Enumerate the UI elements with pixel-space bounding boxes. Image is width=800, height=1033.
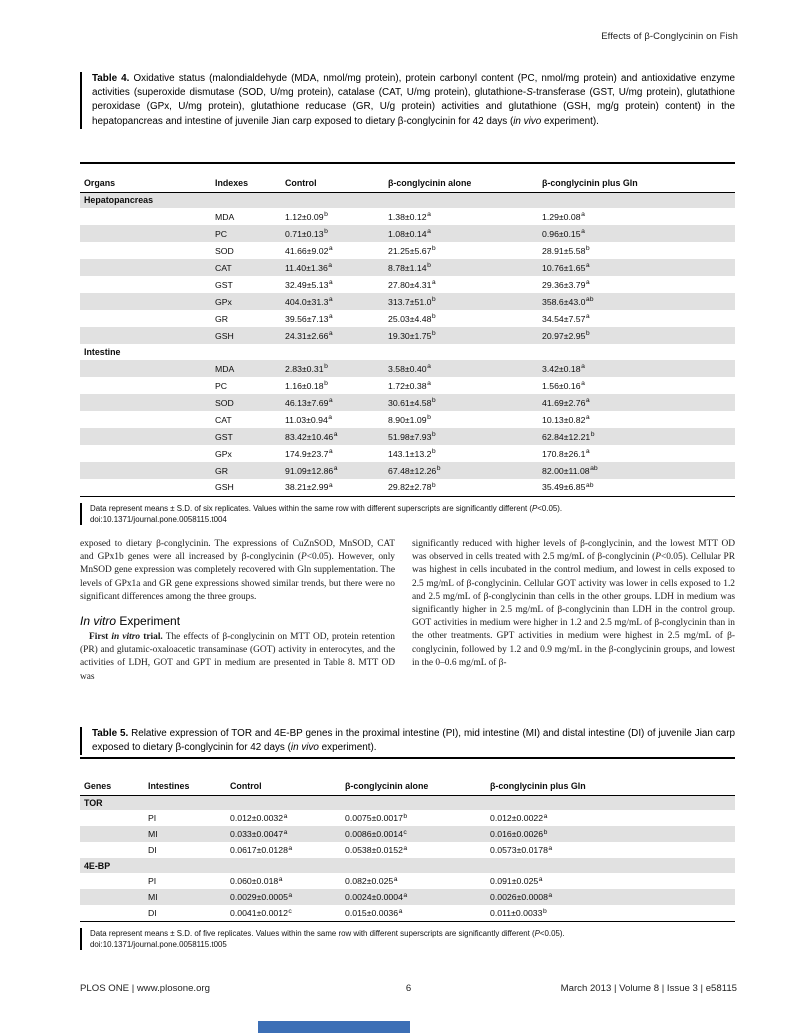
table-row [80,225,735,242]
significance-superscript: b [543,828,548,836]
significance-superscript: a [328,448,333,456]
significance-superscript: a [278,875,283,883]
row-label: CAT [215,262,232,273]
row-label: PC [215,228,228,239]
table-cell-value: 174.9±23.7$^a$ [285,448,333,459]
row-label: CAT [215,414,232,425]
section-label: Hepatopancreas [84,195,154,206]
significance-superscript: a [585,279,590,287]
table-cell-value: 38.21±2.99$^a$ [285,482,333,493]
significance-superscript: c [288,907,292,915]
table-row [80,310,735,327]
table-cell-value: 41.66±9.02$^a$ [285,245,333,256]
table-cell-value: 28.91±5.58$^b$ [542,245,590,256]
table-cell-value: 0.060±0.018$^a$ [230,875,283,886]
table-cell-value: 10.76±1.65$^a$ [542,262,590,273]
table-cell-empty [80,310,211,327]
table-cell-value: 358.6±43.0$^{ab}$ [542,296,594,307]
significance-superscript: b [324,211,328,219]
significance-superscript: b [431,448,436,456]
body-text [80,538,735,684]
significance-superscript: a [581,228,585,236]
significance-superscript: a [585,397,590,405]
row-label: SOD [215,397,234,408]
significance-superscript: b [542,907,547,915]
significance-superscript: a [283,828,288,836]
table-section-row [80,858,735,873]
body-column-right [412,538,735,684]
table-cell-value: 11.03±0.94$^a$ [285,414,333,425]
table4-doi: doi:10.1371/journal.pone.0058115.t004 [90,515,227,525]
significance-superscript: b [324,228,328,236]
table-cell-empty [80,259,211,276]
table-row [80,360,735,377]
table-cell-value: 27.80±4.31$^a$ [388,279,436,290]
table-cell-value: 29.36±3.79$^a$ [542,279,590,290]
table-cell-value: 0.0075±0.0017$^b$ [345,812,408,823]
significance-superscript: a [538,875,543,883]
table-cell-value: 24.31±2.66$^a$ [285,330,333,341]
table-cell-value: 0.0538±0.0152$^a$ [345,844,408,855]
table-cell-value: 2.83±0.31$^b$ [285,363,328,374]
table-cell-value: 0.0041±0.0012$^c$ [230,907,292,918]
row-label: MI [148,829,158,839]
table-cell-value: 313.7±51.0$^b$ [388,296,436,307]
significance-superscript: a [403,844,408,852]
table-cell-value: 30.61±4.58$^b$ [388,397,436,408]
significance-superscript: a [581,211,585,219]
table-cell-empty [80,225,211,242]
significance-superscript: b [431,431,436,439]
table-row [80,259,735,276]
table4-grid [80,170,735,497]
row-label: SOD [215,245,234,256]
significance-superscript: a [585,414,590,422]
row-label: GSH [215,330,234,341]
table-cell-value: 0.0086±0.0014$^c$ [345,828,407,839]
table-row [80,479,735,496]
table-row [80,810,735,826]
table-cell-value: 19.30±1.75$^b$ [388,330,436,341]
table-cell-value: 0.033±0.0047$^a$ [230,828,288,839]
table-cell-empty [80,360,211,377]
table5-doi: doi:10.1371/journal.pone.0058115.t005 [90,940,227,950]
table-cell-empty [80,842,144,858]
significance-superscript: a [427,211,431,219]
table-header-row [80,773,735,795]
table5 [80,757,735,922]
significance-superscript: a [581,380,585,388]
significance-superscript: a [328,330,333,338]
significance-superscript: a [548,844,553,852]
table-cell-value: 143.1±13.2$^b$ [388,448,436,459]
section-label: Intestine [84,347,121,357]
significance-superscript: a [288,844,293,852]
row-label: DI [148,907,157,918]
table-row [80,208,735,225]
significance-superscript: c [403,828,407,836]
table-cell-value: 41.69±2.76$^a$ [542,397,590,408]
table-cell-empty [80,377,211,394]
significance-superscript: a [398,907,403,915]
significance-superscript: b [324,380,328,388]
table-row [80,411,735,428]
row-label: GPx [215,296,232,307]
table-cell-value: 29.82±2.78$^b$ [388,482,436,493]
table-cell-value: 62.84±12.21$^b$ [542,431,595,442]
table-cell-empty [80,293,211,310]
table-cell-value: 21.25±5.67$^b$ [388,245,436,256]
row-label: GR [215,313,229,324]
table-cell-value: 1.56±0.16$^a$ [542,380,585,391]
table4-footnote [80,503,735,525]
table-cell-value: 0.012±0.0032$^a$ [230,812,288,823]
table5-footnote [80,928,735,950]
table-row [80,394,735,411]
significance-superscript: a [328,482,333,490]
table-row [80,873,735,889]
row-label: MI [148,892,158,902]
table-cell-empty [80,462,211,479]
table-row [80,462,735,479]
row-label: MDA [215,211,235,222]
table-row [80,905,735,921]
paragraph: exposed to dietary β-conglycinin. The expressions of CuZnSOD, MnSOD, CAT and GPx1b genes were all increased by β-conglycinin (P<0.05). However, only MnSOD gene expression was completely recovered with Gln supplementation. The levels of GPx1a and GR gene expressions showed similar trends, but there were no significant differences among the three groups. [80,539,395,602]
table-cell-value: 404.0±31.3$^a$ [285,296,333,307]
table-row [80,428,735,445]
significance-superscript: b [431,397,436,405]
significance-superscript: a [328,397,333,405]
significance-superscript: ab [585,296,594,304]
table-cell-value: 1.72±0.38$^a$ [388,380,431,391]
significance-superscript: b [431,482,436,490]
row-label: PI [148,876,157,886]
table-cell-value: 1.12±0.09$^b$ [285,211,328,222]
significance-superscript: a [328,313,333,321]
significance-superscript: b [431,296,436,304]
significance-superscript: b [585,245,590,253]
footer-page-number: 6 [405,983,412,994]
table-cell-empty [80,889,144,905]
significance-superscript: a [427,380,431,388]
paragraph: significantly reduced with higher levels of β-conglycinin, and the lowest MTT OD was observed in cells treated with 2.5 mg/mL of β-conglycinin (P<0.05). Cellular PR was highest in cells incubated in the control medium, and lowest in cells exposed to 2.5 mg/mL of β-conglycinin. Cellular GOT activity was lower in cells exposed to 1.2 and 2.5 mg/mL of β-conglycinin than cells in the other groups. LDH in medium was significantly higher in 2.5 mg/mL of β-conglycinin than LDH in the control group. GOT activities in medium were higher in 1.2 and 2.5 mg/mL of β-conglycinin than in the other treatments. GPT activities in medium were highest in 2.5 mg/mL of β-conglycinin, followed by 1.2 and 0.9 mg/mL in the β-conglycinin groups, and lowest in the 0–0.6 mg/mL of β- [412,539,735,668]
table-cell-value: 82.00±11.08$^{ab}$ [542,465,598,476]
table-cell-empty [80,445,211,462]
significance-superscript: a [585,448,590,456]
table-row [80,842,735,858]
table-cell-empty [80,810,144,826]
table-cell-value: 67.48±12.26$^b$ [388,465,441,476]
table-cell-empty [80,394,211,411]
significance-superscript: b [403,812,408,820]
section-label: TOR [84,797,103,808]
significance-superscript: a [581,363,585,371]
row-label: MDA [215,363,235,374]
row-label: GPx [215,448,232,459]
significance-superscript: b [431,330,436,338]
column-header: β-conglycinin plus Gln [538,170,735,192]
section-heading: In vitro Experiment [80,614,181,629]
table4-caption: Table 4. Oxidative status (malondialdehyde (MDA, nmol/mg protein), protein carbonyl content (PC, nmol/mg protein) and antioxidative enzyme activities (superoxide dismutase (SOD, U/mg protein), catalase (CAT, U/mg protein), glutathione-S-transferase (GST, U/mg protein), glutathione peroxidase (GPx, U/mg protein), glutathione reducase (GR, U/g protein) activities and glutathione (GSH, mg/g protein) content) in the hepatopancreas and intestine of juvenile Jian carp exposed to dietary β-conglycinin for 42 days (in vivo experiment). [80,72,735,129]
table-cell-empty [80,826,144,842]
footer-issue-info: March 2013 | Volume 8 | Issue 3 | e58115 [560,983,737,994]
table-cell-value: 0.011±0.0033$^b$ [490,907,547,918]
table-header-row [80,170,735,192]
paragraph: First in vitro trial. The effects of β-conglycinin on MTT OD, protein retention (PR) and glutamic-oxaloacetic transaminase (GOT) activity in enterocytes, and the activities of LDH, GOT and GPT in medium are presented in Table 8. MTT OD was [80,632,395,682]
significance-superscript: a [543,812,548,820]
table-cell-value: 39.56±7.13$^a$ [285,313,333,324]
table-cell-value: 0.016±0.0026$^b$ [490,828,548,839]
significance-superscript: a [548,891,553,899]
footer-journal: PLOS ONE | www.plosone.org [80,983,210,994]
table-cell-empty [80,873,144,889]
table-cell-value: 51.98±7.93$^b$ [388,431,436,442]
significance-superscript: a [328,414,333,422]
column-header: Indexes [211,170,281,192]
table-cell-value: 0.0573±0.0178$^a$ [490,844,553,855]
table5-grid [80,773,735,922]
table-cell-empty [80,208,211,225]
table4-footnote-text: Data represent means ± S.D. of six replicates. Values within the same row with different superscripts are significantly different (P<0.05). [90,504,563,513]
table-cell-value: 1.29±0.08$^a$ [542,211,585,222]
table-row [80,826,735,842]
table-cell-empty [80,479,211,496]
significance-superscript: a [585,262,590,270]
column-header: β-conglycinin alone [341,773,486,795]
significance-superscript: a [283,812,288,820]
column-header: Intestines [144,773,226,795]
table-cell-value: 32.49±5.13$^a$ [285,279,333,290]
column-header: β-conglycinin plus Gln [486,773,735,795]
table-cell-value: 1.08±0.14$^a$ [388,228,431,239]
table-cell-value: 91.09±12.86$^a$ [285,465,338,476]
row-label: PC [215,380,228,391]
column-header: Genes [80,773,144,795]
table-cell-value: 0.0029±0.0005$^a$ [230,891,293,902]
table-cell-value: 8.78±1.14$^b$ [388,262,431,273]
significance-superscript: ab [590,465,598,473]
table-cell-value: 20.97±2.95$^b$ [542,330,590,341]
significance-superscript: a [328,245,333,253]
row-label: GST [215,279,233,290]
table-row [80,327,735,344]
significance-superscript: b [427,414,431,422]
table-row [80,377,735,394]
table-section-row [80,192,735,208]
table-row [80,242,735,259]
column-header: Control [226,773,341,795]
column-header: Control [281,170,384,192]
significance-superscript: a [328,262,333,270]
table-cell-empty [80,242,211,259]
table-cell-value: 0.012±0.0022$^a$ [490,812,548,823]
table-cell-value: 0.0026±0.0008$^a$ [490,891,553,902]
table-cell-value: 0.091±0.025$^a$ [490,875,543,886]
significance-superscript: b [431,245,436,253]
table-cell-value: 10.13±0.82$^a$ [542,414,590,425]
table-cell-value: 0.015±0.0036$^a$ [345,907,403,918]
table-cell-value: 0.71±0.13$^b$ [285,228,328,239]
table-cell-value: 1.38±0.12$^a$ [388,211,431,222]
column-header: β-conglycinin alone [384,170,538,192]
table5-footnote-text: Data represent means ± S.D. of five replicates. Values within the same row with different superscripts are significantly different (P<0.05). [90,929,565,938]
row-label: DI [148,845,157,855]
table-cell-value: 11.40±1.36$^a$ [285,262,333,273]
significance-superscript: a [333,465,338,473]
table4 [80,162,735,497]
section-label: 4E-BP [84,860,111,871]
significance-superscript: b [590,431,595,439]
row-label: GSH [215,482,234,493]
significance-superscript: b [431,313,436,321]
significance-superscript: a [431,279,436,287]
table-cell-value: 0.0617±0.0128$^a$ [230,844,293,855]
body-column-left [80,538,395,684]
significance-superscript: b [585,330,590,338]
running-head: Effects of β-Conglycinin on Fish [601,31,738,42]
significance-superscript: a [403,891,408,899]
table-cell-value: 170.8±26.1$^a$ [542,448,590,459]
significance-superscript: b [427,262,431,270]
row-label: PI [148,813,157,823]
table-cell-value: 35.49±6.85$^{ab}$ [542,482,594,493]
table-section-row [80,795,735,810]
significance-superscript: a [328,296,333,304]
significance-superscript: a [328,279,333,287]
table5-caption: Table 5. Relative expression of TOR and 4E-BP genes in the proximal intestine (PI), mid intestine (MI) and distal intestine (DI) of juvenile Jian carp exposed to dietary β-conglycinin for 42 days (in vivo experiment). [80,727,735,755]
significance-superscript: b [436,465,441,473]
table-cell-empty [80,411,211,428]
table-cell-value: 3.58±0.40$^a$ [388,363,431,374]
significance-superscript: a [427,363,431,371]
table-row [80,889,735,905]
table-cell-value: 34.54±7.57$^a$ [542,313,590,324]
table-section-row [80,344,735,360]
table-cell-value: 3.42±0.18$^a$ [542,363,585,374]
significance-superscript: b [324,363,328,371]
bottom-scrollbar-thumb[interactable] [258,1021,410,1033]
table-cell-value: 0.0024±0.0004$^a$ [345,891,408,902]
significance-superscript: a [585,313,590,321]
table-row [80,276,735,293]
significance-superscript: ab [585,482,594,490]
table-cell-empty [80,327,211,344]
table-cell-value: 25.03±4.48$^b$ [388,313,436,324]
table-cell-value: 46.13±7.69$^a$ [285,397,333,408]
significance-superscript: a [333,431,338,439]
table-cell-value: 0.082±0.025$^a$ [345,875,398,886]
table-cell-value: 8.90±1.09$^b$ [388,414,431,425]
table-cell-empty [80,276,211,293]
table-cell-value: 83.42±10.46$^a$ [285,431,338,442]
row-label: GST [215,431,233,442]
table-cell-value: 0.96±0.15$^a$ [542,228,585,239]
table-cell-value: 1.16±0.18$^b$ [285,380,328,391]
significance-superscript: a [288,891,293,899]
significance-superscript: a [393,875,398,883]
table-cell-empty [80,428,211,445]
significance-superscript: a [427,228,431,236]
table-cell-empty [80,905,144,921]
row-label: GR [215,465,229,476]
table-row [80,293,735,310]
column-header: Organs [80,170,211,192]
table-row [80,445,735,462]
